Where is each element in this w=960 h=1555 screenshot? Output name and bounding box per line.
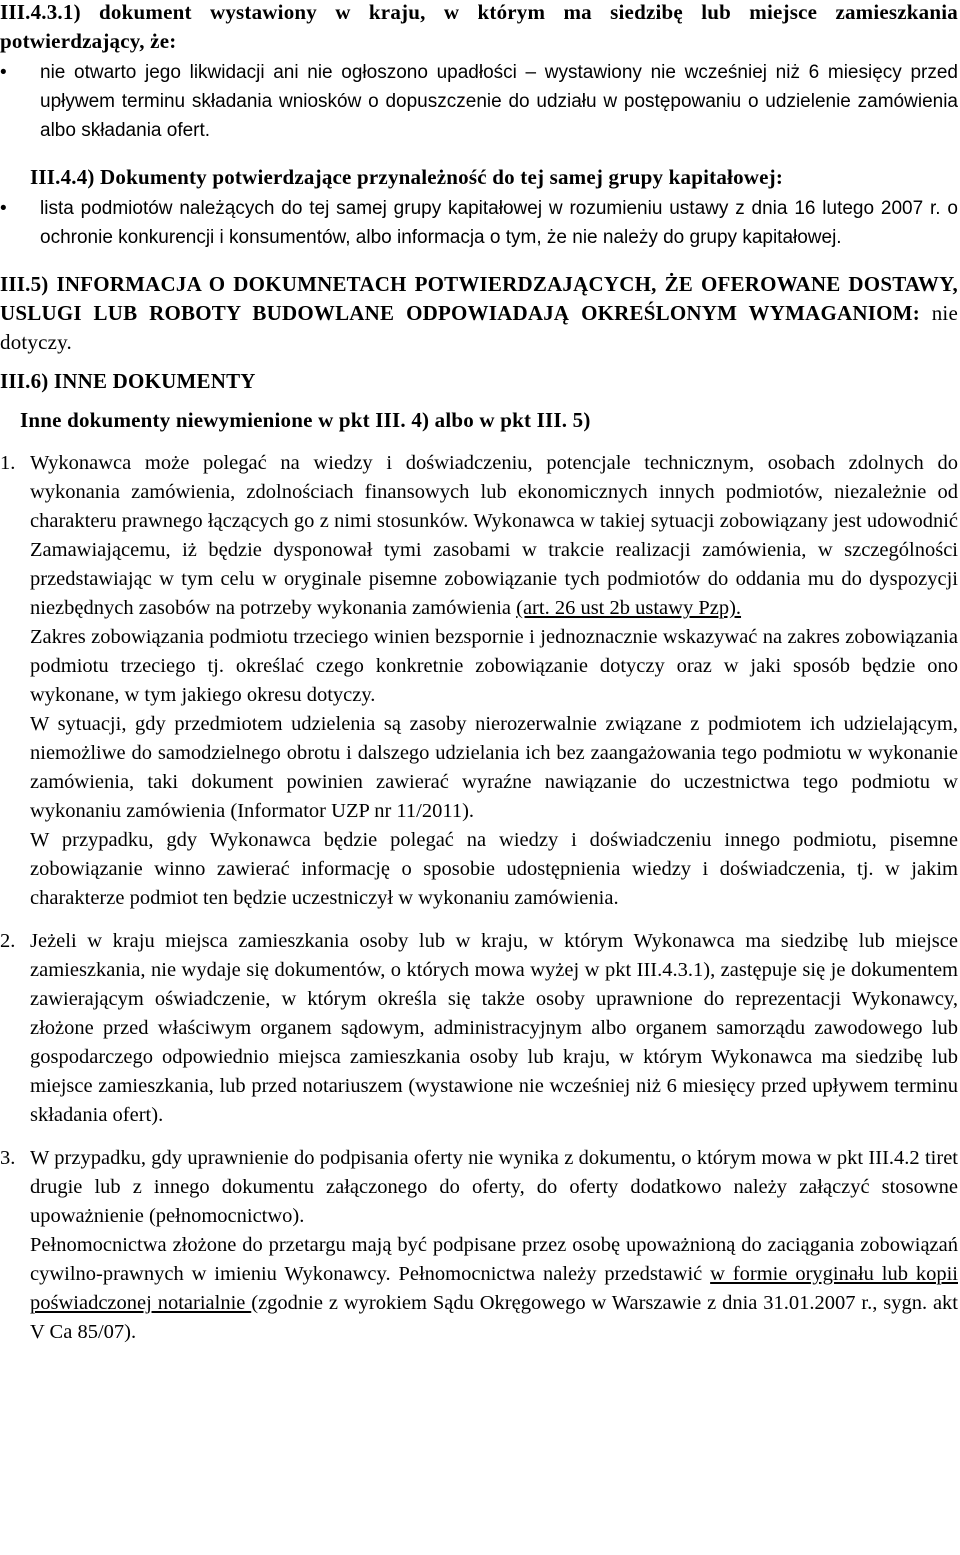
- item-paragraph: W przypadku, gdy uprawnienie do podpisania oferty nie wynika z dokumentu, o którym mowa w pkt III.4.2 tiret drugie lub z innego dokumentu załączonego do oferty, do oferty dodatkowo należy załączyć stosowne upoważnienie (pełnomocnictwo).: [30, 1147, 958, 1227]
- bullet-item: [0, 58, 958, 145]
- section-heading-iii-5-title: III.5) INFORMACJA O DOKUMNETACH POTWIERDZAJĄCYCH, ŻE OFEROWANE DOSTAWY, USLUGI LUB ROBOTY BUDOWLANE ODPOWIADAJĄ OKREŚLONYM WYMAGANIOM:: [0, 272, 958, 325]
- item-paragraph: [30, 449, 958, 623]
- legal-reference: (art. 26 ust 2b ustawy Pzp).: [516, 597, 742, 619]
- bullet-dot-icon: •: [0, 198, 7, 219]
- item-number: 3.: [0, 1147, 16, 1169]
- bullet-item: [0, 194, 958, 252]
- item-number: 1.: [0, 452, 16, 474]
- numbered-item-2: [0, 927, 958, 1130]
- item-paragraph: Jeżeli w kraju miejsca zamieszkania osoby lub w kraju, w którym Wykonawca ma siedzibę lub miejsce zamieszkania, nie wydaje się dokumentów, o których mowa wyżej w pkt III.4.3.1), zastępuje się je dokumentem zawierającym oświadczenie, w którym określa się także osoby uprawnione do reprezentacji Wykonawcy, złożone przed właściwym organem sądowym, administracyjnym albo organem samorządu zawodowego lub gospodarczego odpowiednio miejsca zamieszkania osoby lub kraju, w którym Wykonawca ma siedzibę lub miejsce zamieszkania, lub przed notariuszem (wystawione nie wcześniej niż 6 miesięcy przed upływem terminu składania ofert).: [30, 930, 958, 1126]
- item-paragraph: [30, 1231, 958, 1347]
- bullet-text: nie otwarto jego likwidacji ani nie ogłoszono upadłości – wystawiony nie wcześniej niż 6 miesięcy przed upływem terminu składania wniosków o dopuszczenie do udziału w postępowaniu o udzielenie zamówienia albo składania ofert.: [40, 62, 958, 141]
- item-paragraph: W przypadku, gdy Wykonawca będzie polegać na wiedzy i doświadczeniu innego podmiotu, pisemne zobowiązanie winno zawierać informację o sposobie udostępnienia wiedzy i doświadczenia, tj. w jakim charakterze podmiot ten będzie uczestniczył w wykonaniu zamówienia.: [30, 829, 958, 909]
- item-paragraph-text: Pełnomocnictwa złożone do przetargu mają być podpisane przez osobę upoważnioną do zaciągania zobowiązań cywilno-prawnych w imieniu Wykonawcy. Pełnomocnictwa należy przedstawić: [30, 1234, 958, 1285]
- numbered-item-3: [0, 1144, 958, 1347]
- section-heading-iii-4-3-1: III.4.3.1) dokument wystawiony w kraju, w którym ma siedzibę lub miejsce zamieszkania potwierdzający, że:: [0, 0, 958, 53]
- section-heading-iii-4-4: III.4.4) Dokumenty potwierdzające przynależność do tej samej grupy kapitałowej:: [30, 165, 784, 189]
- bullet-dot-icon: •: [0, 62, 7, 83]
- section-heading-iii-5-value: nie dotyczy.: [0, 301, 958, 354]
- bullet-text: lista podmiotów należących do tej samej grupy kapitałowej w rozumieniu ustawy z dnia 16 lutego 2007 r. o ochronie konkurencji i konsumentów, albo informacja o tym, że nie należy do grupy kapitałowej.: [40, 198, 958, 248]
- item-number: 2.: [0, 930, 16, 952]
- underlined-phrase: w formie oryginału lub kopii poświadczonej notarialnie: [30, 1263, 958, 1314]
- section-heading-iii-5: [0, 270, 958, 357]
- numbered-item-1: [0, 449, 958, 913]
- item-paragraph-text: (zgodnie z wyrokiem Sądu Okręgowego w Warszawie z dnia 31.01.2007 r., sygn. akt V Ca 85/07).: [30, 1292, 958, 1343]
- section-heading-iii-6: III.6) INNE DOKUMENTY: [0, 369, 256, 393]
- item-paragraph: W sytuacji, gdy przedmiotem udzielenia są zasoby nierozerwalnie związane z podmiotem ich udzielającym, niemożliwe do samodzielnego obrotu i dalszego udzielania ich bez zaangażowania tego podmiotu w wykonanie zamówienia, taki dokument powinien zawierać wyraźne nawiązanie do uczestnictwa tego podmiotu w wykonaniu zamówienia (Informator UZP nr 11/2011).: [30, 713, 958, 822]
- item-paragraph: Zakres zobowiązania podmiotu trzeciego winien bezspornie i jednoznacznie wskazywać na zakres zobowiązania podmiotu trzeciego tj. określać czego konkretnie zobowiązanie dotyczy oraz w jaki sposób będzie ono wykonane, w tym jakiego okresu dotyczy.: [30, 626, 958, 706]
- item-paragraph-text: Wykonawca może polegać na wiedzy i doświadczeniu, potencjale technicznym, osobach zdolnych do wykonania zamówienia, zdolnościach finansowych lub ekonomicznych innych podmiotów, niezależnie od charakteru prawnego łączących go z nimi stosunków. Wykonawca w takiej sytuacji zobowiązany jest udowodnić Zamawiającemu, iż będzie dysponował tymi zasobami w trakcie realizacji zamówienia, w szczególności przedstawiając w tym celu w oryginale pisemne zobowiązanie tych podmiotów do oddania mu do dyspozycji niezbędnych zasobów na potrzeby wykonania zamówienia: [30, 452, 958, 619]
- section-subheading: Inne dokumenty niewymienione w pkt III. 4) albo w pkt III. 5): [20, 408, 591, 432]
